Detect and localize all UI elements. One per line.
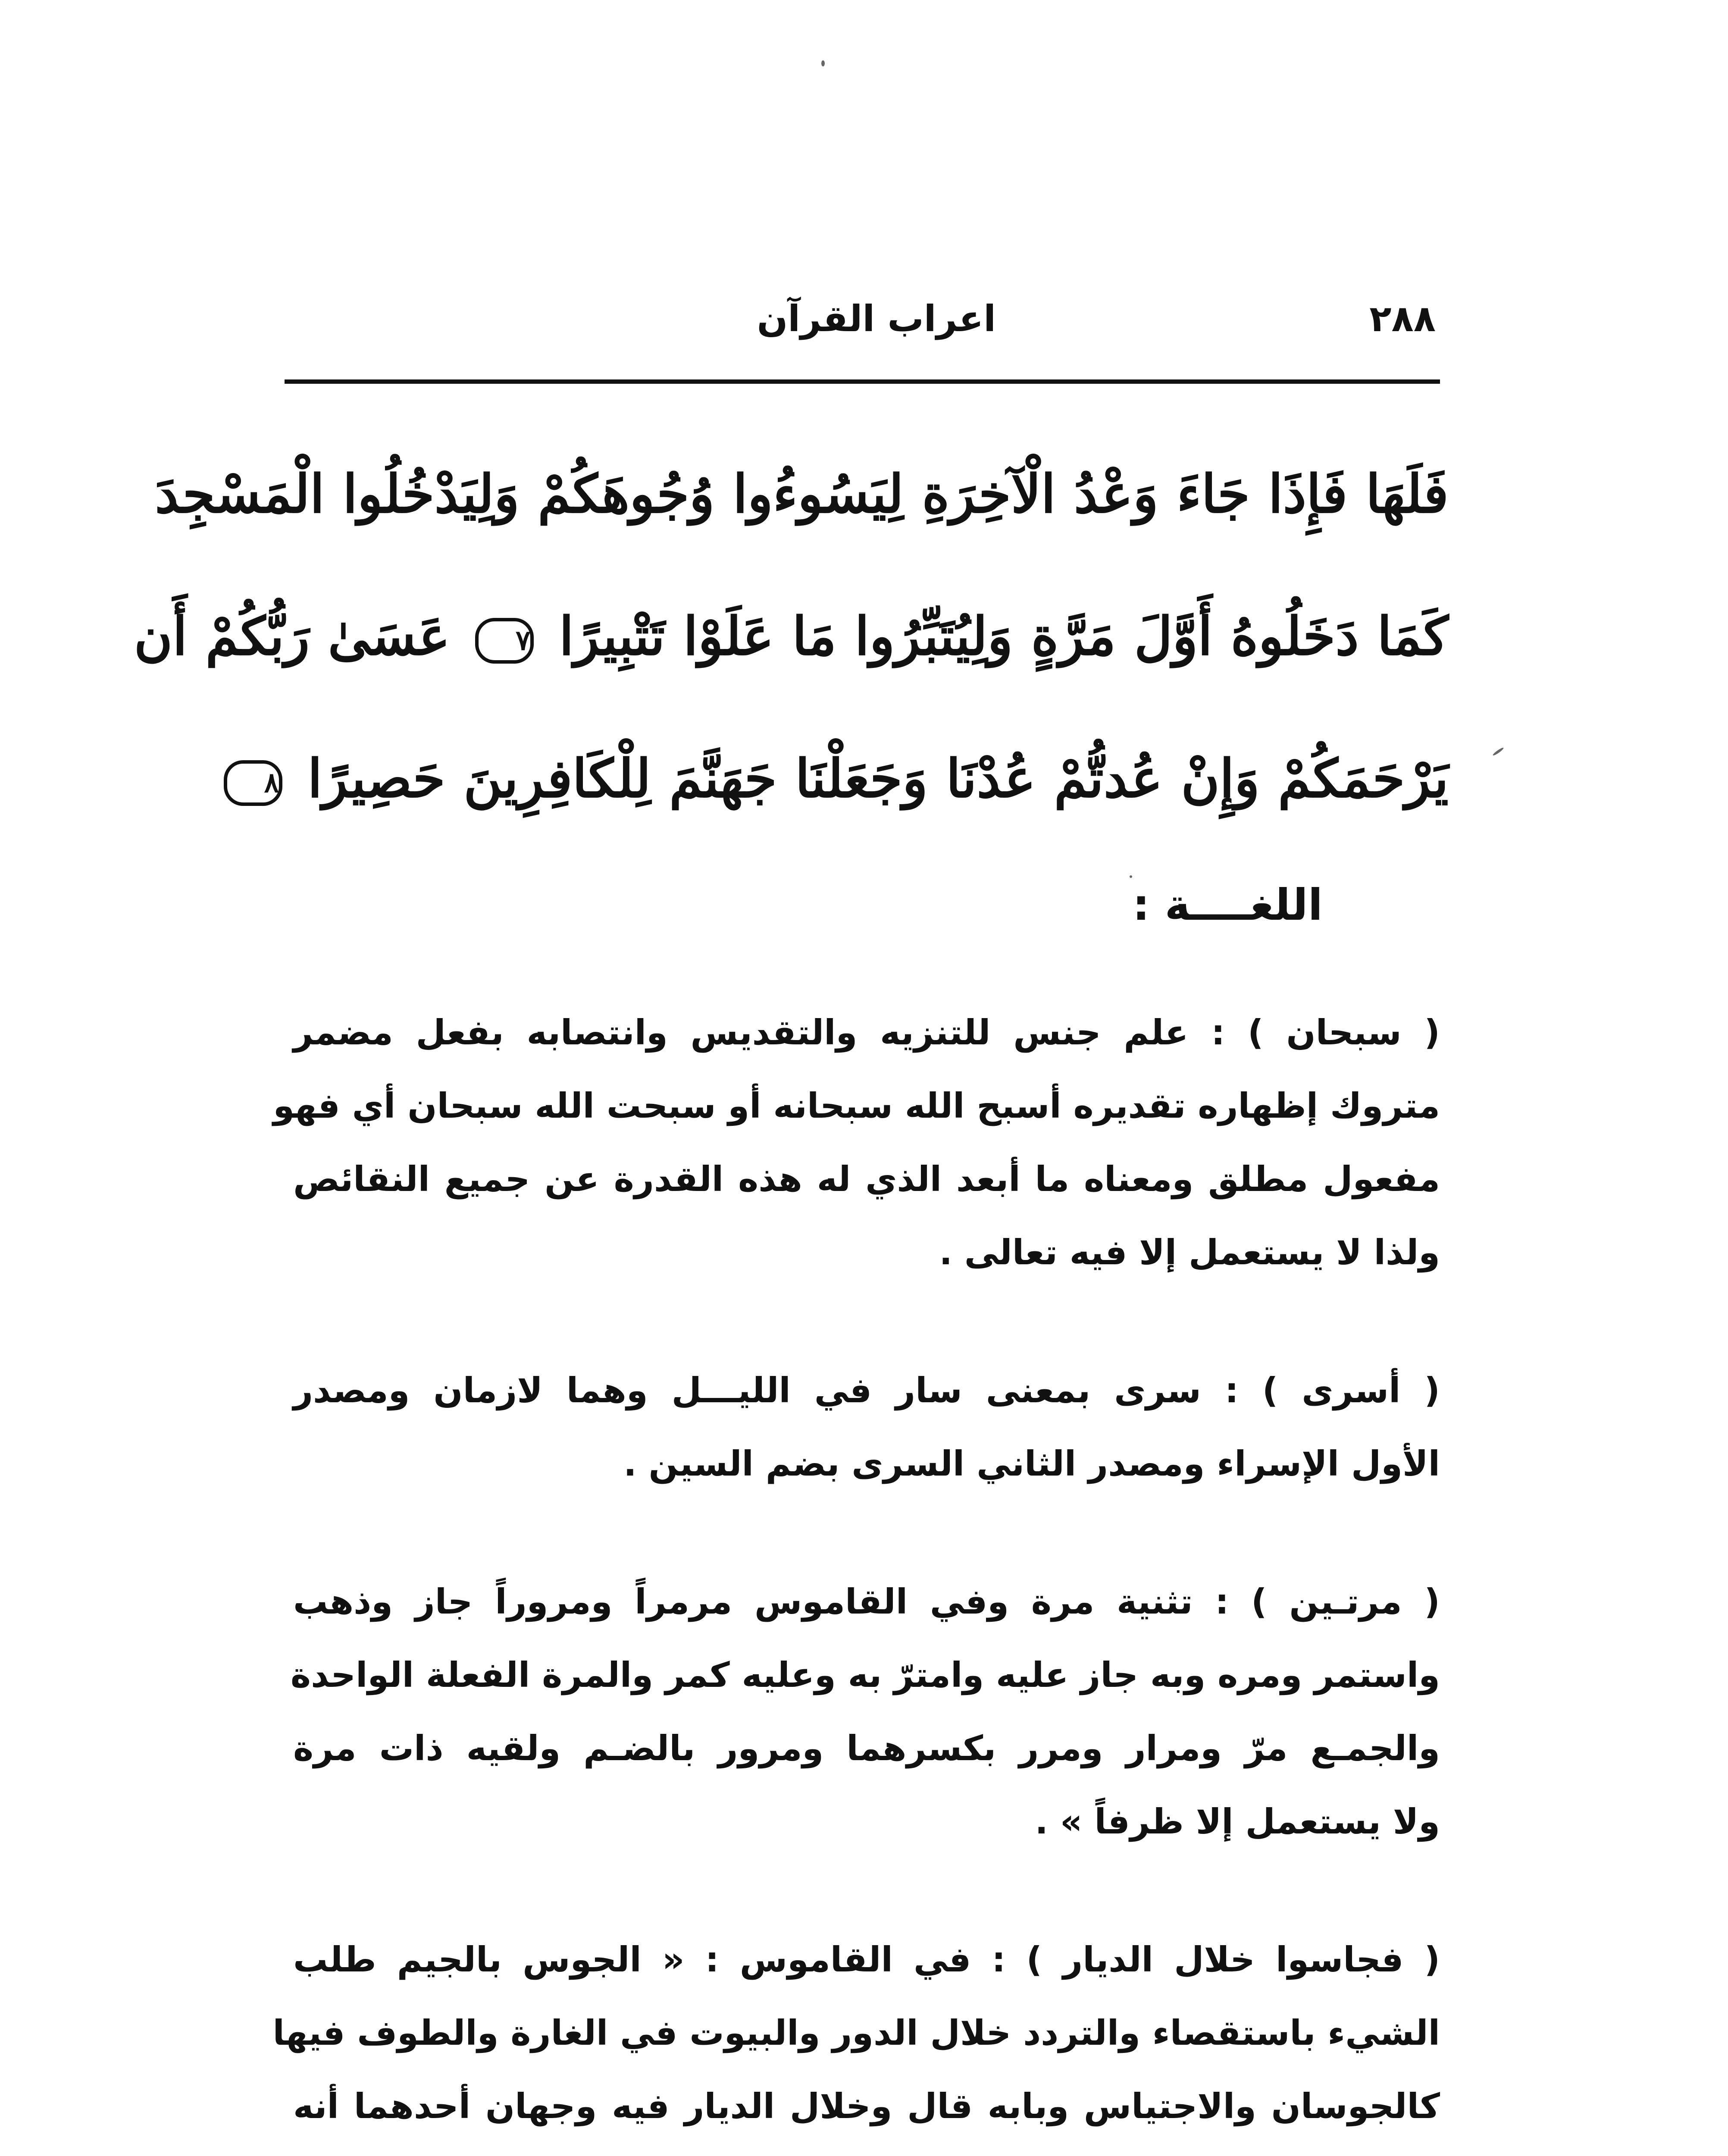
entry-line: مفعول مطلق ومعناه ما أبعد الذي له هذه القدرة عن جميع النقائص xyxy=(293,1159,1440,1199)
lexicon-entry xyxy=(272,1923,1440,2156)
lexicon-entry xyxy=(293,1354,1440,1501)
entry-line: كالجوسان والاجتياس وبابه قال وخلال الديار فيه وجهان أحدهما أنه xyxy=(293,2086,1440,2126)
entry-line: والجمـع مرّ ومرار ومرر بكسرهما ومرور بالضـم ولقيه ذات مرة xyxy=(293,1728,1440,1768)
verse-line xyxy=(134,565,1449,707)
entry-line xyxy=(293,2143,1440,2156)
scan-speck xyxy=(1130,875,1132,878)
scan-speck xyxy=(1492,747,1504,756)
page-number: ٢٨٨ xyxy=(1369,298,1436,340)
entry-line: ( سبحان ) : علم جنس للتنزيه والتقديس وانتصابه بفعل مضمر xyxy=(293,1012,1440,1053)
entry-line: واستمر ومره وبه جاز عليه وامترّ به وعليه كمر والمرة الفعلة الواحدة xyxy=(290,1655,1440,1695)
entry-line: الشيء باستقصاء والتردد خلال الدور والبيوت في الغارة والطوف فيها xyxy=(272,2013,1440,2053)
verse-line xyxy=(259,707,1449,849)
running-title: اعراب القرآن xyxy=(757,298,996,340)
verse-line xyxy=(155,423,1449,565)
verse-number-marker: ٨ xyxy=(224,760,282,806)
lexicon-entries xyxy=(272,996,1440,2156)
entry-line: ( أسرى ) : سرى بمعنى سار في الليـــل وهما لازمان ومصدر xyxy=(293,1370,1440,1410)
page-header xyxy=(293,298,1436,362)
header-rule xyxy=(285,379,1440,384)
entry-line: ولذا لا يستعمل إلا فيه تعالى . xyxy=(939,1232,1440,1272)
verse-text: كَمَا دَخَلُوهُ أَوَّلَ مَرَّةٍ وَلِيُتَبِّرُوا مَا عَلَوْا تَتْبِيرًا xyxy=(559,605,1449,667)
lexicon-entry xyxy=(273,996,1440,1289)
entry-line: متروك إظهاره تقديره أسبح الله سبحانه أو سبحت الله سبحان أي فهو xyxy=(273,1086,1440,1126)
verse-text: فَلَهَا فَإِذَا جَاءَ وَعْدُ الْآخِرَةِ لِيَسُوءُوا وُجُوهَكُمْ وَلِيَدْخُلُوا الْمَسْجِدَ xyxy=(155,463,1449,525)
entry-line: ( مرتـين ) : تثنية مرة وفي القاموس مرمراً ومروراً جاز وذهب xyxy=(293,1582,1440,1622)
entry-line: ولا يستعمل إلا ظرفاً » . xyxy=(1035,1802,1440,1842)
scan-speck xyxy=(821,60,825,66)
verse-text: عَسَىٰ رَبُّكُمْ أَن xyxy=(134,605,450,667)
verse-text: يَرْحَمَكُمْ وَإِنْ عُدتُّمْ عُدْنَا وَجَعَلْنَا جَهَنَّمَ لِلْكَافِرِينَ حَصِيرًا xyxy=(307,747,1449,809)
verse-number-marker: ٧ xyxy=(475,618,534,664)
entry-line: الأول الإسراء ومصدر الثاني السرى بضم السين . xyxy=(623,1444,1440,1484)
quran-verses xyxy=(134,423,1449,849)
lexicon-entry xyxy=(290,1565,1440,1858)
entry-line: ( فجاسوا خلال الديار ) : في القاموس : « الجوس بالجيم طلب xyxy=(293,1940,1440,1980)
section-heading: اللغــــة : xyxy=(1132,880,1323,930)
